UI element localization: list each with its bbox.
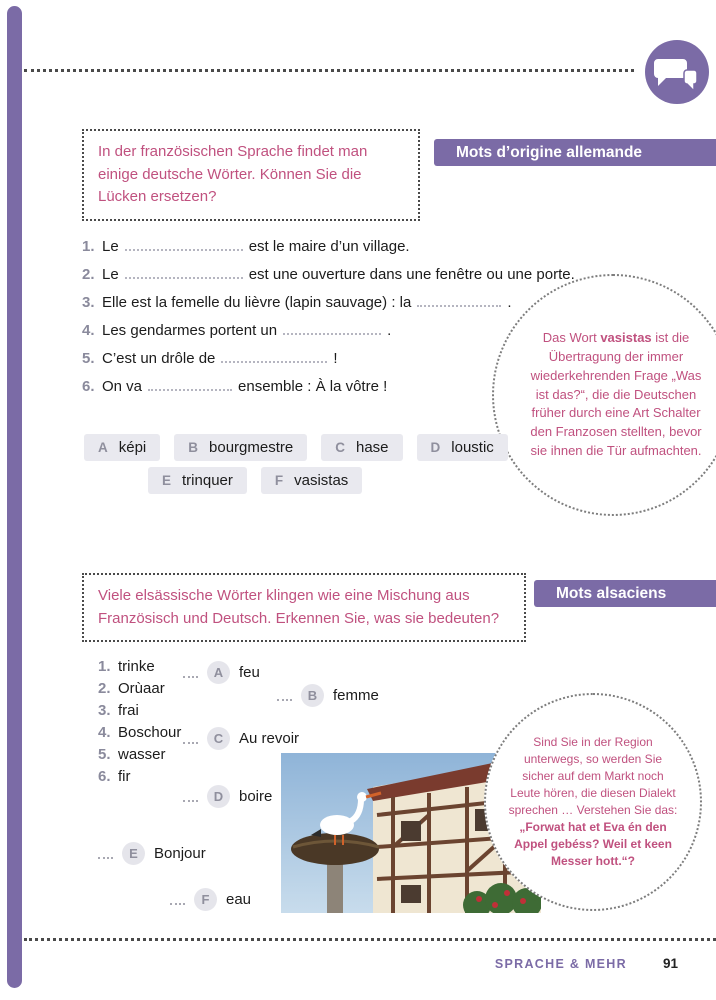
item-text-before: On va <box>102 378 143 395</box>
item-number: 4. <box>98 724 111 741</box>
option-letter: F <box>194 888 217 911</box>
match-item-1 <box>98 656 181 678</box>
option-chip-d <box>417 434 508 461</box>
top-divider <box>24 69 634 72</box>
alsatian-word: Orùaar <box>118 680 165 697</box>
option-letter: B <box>188 440 199 455</box>
item-text-before: Le <box>102 266 119 283</box>
alsatian-words-list <box>98 656 181 788</box>
item-number: 6. <box>98 768 111 785</box>
matching-exercise-area <box>82 652 716 924</box>
footer-section-label: SPRACHE & MEHR <box>494 957 627 971</box>
answer-dash <box>183 742 198 744</box>
alsatian-word: fir <box>118 768 131 785</box>
alsatian-word: frai <box>118 702 139 719</box>
match-option-f <box>170 888 251 911</box>
option-chip-b <box>174 434 307 461</box>
item-number: 4. <box>82 322 95 339</box>
match-item-6 <box>98 766 181 788</box>
option-letter: A <box>207 661 230 684</box>
item-number: 3. <box>98 702 111 719</box>
item-text-before: Le <box>102 238 119 255</box>
bottom-divider <box>24 938 716 941</box>
note-text: Das Wort <box>542 330 601 346</box>
option-word: femme <box>333 687 379 704</box>
option-word: boire <box>239 788 273 805</box>
option-chip-c <box>321 434 402 461</box>
alsatian-word: wasser <box>118 746 166 763</box>
option-letter: C <box>207 727 230 750</box>
answer-blank <box>283 320 381 335</box>
option-word: Bonjour <box>154 845 206 862</box>
option-letter: D <box>430 440 441 455</box>
match-item-4 <box>98 722 181 744</box>
option-word: eau <box>226 891 252 908</box>
item-text-after: ! <box>333 350 338 367</box>
answer-dash <box>183 800 198 802</box>
exercise1-heading: Mots d’origine allemande <box>434 139 716 166</box>
left-accent-bar <box>7 6 22 988</box>
note-text: ist die Übertragung der immer wiederkehrenden Frage „Was ist das?“, die die Deutschen früher durch eine Art Schalter den Franzosen stellten, bevor sie ihnen die Tür aufmachten. <box>530 330 702 459</box>
match-item-3 <box>98 700 181 722</box>
option-chip-e <box>148 467 247 494</box>
fill-item-3 <box>82 292 642 311</box>
item-text-before: Elle est la femelle du lièvre (lapin sauvage) : la <box>102 294 412 311</box>
exercise1-instruction: In der französischen Sprache findet man einige deutsche Wörter. Können Sie die Lücken ersetzen? <box>98 143 368 205</box>
item-number: 6. <box>82 378 95 395</box>
option-letter: A <box>98 440 108 455</box>
info-bubble-dialect <box>484 693 702 911</box>
answer-options-row2 <box>148 467 362 494</box>
option-word: hase <box>356 439 389 456</box>
item-number: 5. <box>82 350 95 367</box>
item-number: 3. <box>82 294 95 311</box>
match-option-b <box>277 684 379 707</box>
note-bold: vasistas <box>600 330 652 346</box>
match-item-2 <box>98 678 181 700</box>
fill-item-5 <box>82 348 642 367</box>
note-text: Sind Sie in der Region unterwegs, so werden Sie sicher auf dem Markt noch Leute hören, die diesen Dialekt sprechen … Verstehen Sie das: <box>508 734 678 817</box>
answer-blank <box>125 236 243 251</box>
page-number: 91 <box>662 956 678 971</box>
match-option-c <box>183 727 299 750</box>
option-letter: E <box>122 842 145 865</box>
answer-dash <box>170 903 185 905</box>
page-footer <box>495 956 678 971</box>
exercise2-instruction-box <box>82 573 526 642</box>
answer-dash <box>277 699 292 701</box>
item-text-before: C’est un drôle de <box>102 350 216 367</box>
option-word: trinquer <box>182 472 233 489</box>
answer-dash <box>183 676 198 678</box>
fill-in-list <box>82 236 642 404</box>
match-option-e <box>98 842 206 865</box>
option-chip-a <box>84 434 160 461</box>
answer-dash <box>98 857 113 859</box>
option-letter: E <box>162 473 172 488</box>
answer-options-row1 <box>84 434 508 461</box>
exercise2-instruction: Viele elsässische Wörter klingen wie eine Mischung aus Französisch und Deutsch. Erkennen Sie, was sie bedeuten? <box>98 587 500 627</box>
chat-bubbles-icon <box>645 40 709 104</box>
option-letter: B <box>301 684 324 707</box>
option-letter: F <box>274 473 284 488</box>
option-word: bourgmestre <box>209 439 294 456</box>
answer-blank <box>221 348 327 363</box>
item-text-after: . <box>387 322 392 339</box>
match-option-d <box>183 785 272 808</box>
note-bold: „Forwat hat et Eva én den Appel gebéss? Weil et keen Messer hott.“? <box>514 820 672 869</box>
alsatian-word: trinke <box>118 658 155 675</box>
item-text-after: . <box>507 294 512 311</box>
option-word: vasistas <box>294 472 349 489</box>
option-word: feu <box>239 664 260 681</box>
item-number: 2. <box>82 266 95 283</box>
fill-item-6 <box>82 376 642 395</box>
option-letter: C <box>335 440 345 455</box>
item-text-after: est le maire d’un village. <box>248 238 410 255</box>
item-number: 2. <box>98 680 111 697</box>
option-letter: D <box>207 785 230 808</box>
item-number: 5. <box>98 746 111 763</box>
alsatian-word: Boschour <box>118 724 182 741</box>
exercise2-heading: Mots alsaciens <box>534 580 716 607</box>
option-chip-f <box>261 467 362 494</box>
answer-blank <box>148 376 232 391</box>
option-word: Au revoir <box>239 730 300 747</box>
item-number: 1. <box>98 658 111 675</box>
item-text-after: est une ouverture dans une fenêtre ou une porte. <box>248 266 575 283</box>
item-text-after: ensemble : À la vôtre ! <box>238 378 388 395</box>
fill-item-4 <box>82 320 642 339</box>
exercise1-instruction-box <box>82 129 420 221</box>
match-item-5 <box>98 744 181 766</box>
item-number: 1. <box>82 238 95 255</box>
fill-item-2 <box>82 264 642 283</box>
item-text-before: Les gendarmes portent un <box>102 322 278 339</box>
match-option-a <box>183 661 260 684</box>
answer-blank <box>125 264 243 279</box>
option-word: loustic <box>451 439 494 456</box>
answer-blank <box>417 292 501 307</box>
option-word: képi <box>118 439 147 456</box>
fill-item-1 <box>82 236 642 255</box>
